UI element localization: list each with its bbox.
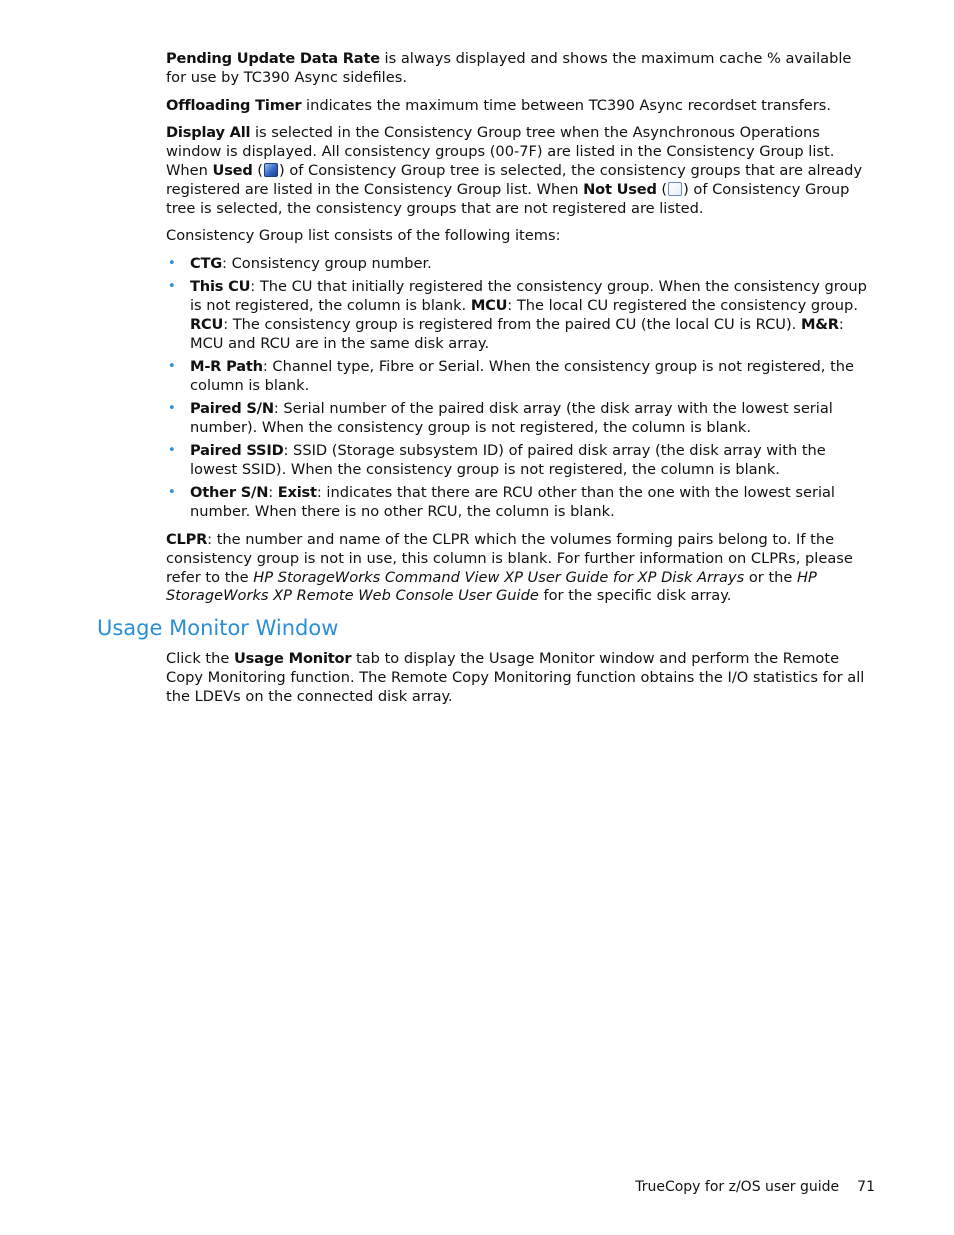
- list-item-text: : The CU that initially registered the consistency group. When the consistency group is not registered, the column is blank.: [190, 278, 867, 315]
- term-used: Used: [212, 161, 253, 179]
- paragraph-text: is selected in the Consistency Group tree when the Asynchronous Operations window is displayed. All consistency groups (00-7F) are listed in the Consistency Group list. When: [166, 124, 835, 179]
- paragraph-pending-update-data-rate: [166, 50, 874, 88]
- reference-remote-web-console-guide: HP StorageWorks XP Remote Web Console User Guide: [166, 568, 817, 605]
- paragraph-text: ) of Consistency Group tree is selected, the consistency groups that are not registered are listed.: [166, 180, 850, 217]
- bullet-icon: •: [168, 279, 176, 295]
- term-mcu: MCU: [470, 297, 508, 315]
- term-clpr: CLPR: [166, 531, 208, 549]
- bullet-icon: •: [168, 485, 176, 501]
- term-paired-sn: Paired S/N: [190, 400, 274, 418]
- term-display-all: Display All: [166, 124, 251, 142]
- bullet-icon: •: [168, 256, 176, 272]
- term-pending-update-data-rate: Pending Update Data Rate: [166, 50, 380, 67]
- paragraph-text: for the specific disk array.: [538, 587, 732, 605]
- list-item-this-cu: [166, 278, 874, 353]
- paragraph-text: : the number and name of the CLPR which the volumes forming pairs belong to. If the consistency group is not in use, this column is blank. For further information on CLPRs, please refer to the: [166, 531, 853, 586]
- paragraph-text: (: [656, 180, 668, 198]
- paragraph-list-intro: Consistency Group list consists of the following items:: [166, 227, 561, 245]
- page-number: 71: [857, 1179, 875, 1195]
- list-item-text: : The consistency group is registered from the paired CU (the local CU is RCU).: [223, 316, 801, 334]
- term-offloading-timer: Offloading Timer: [166, 96, 302, 114]
- main-content: [166, 50, 874, 615]
- term-m-and-r: M&R: [800, 316, 839, 334]
- bullet-icon: •: [168, 359, 176, 375]
- section-heading-usage-monitor: Usage Monitor Window: [97, 616, 339, 640]
- list-item-ctg: [166, 255, 874, 274]
- consistency-group-items-list: [166, 255, 874, 522]
- section-body-usage-monitor: [166, 650, 874, 715]
- paragraph-text: or the: [744, 568, 798, 586]
- paragraph-text: is always displayed and shows the maximum cache % available for use by TC390 Async sidefiles.: [166, 50, 852, 86]
- list-item-text: : Channel type, Fibre or Serial. When the consistency group is not registered, the column is blank.: [190, 358, 855, 394]
- paragraph-offloading-timer: [166, 97, 874, 116]
- term-ctg: CTG: [190, 255, 223, 273]
- paragraph-display-all: [166, 124, 874, 218]
- bullet-icon: •: [168, 443, 176, 459]
- list-item-m-r-path: [166, 358, 874, 396]
- term-other-sn: Other S/N: [190, 484, 269, 502]
- reference-command-view-guide: HP StorageWorks Command View XP User Guide for XP Disk Arrays: [253, 568, 745, 586]
- term-m-r-path: M-R Path: [190, 358, 263, 376]
- used-group-icon: [264, 163, 278, 177]
- paragraph-text: (: [252, 161, 263, 179]
- term-exist: Exist: [277, 484, 317, 502]
- list-item-other-sn: [166, 484, 874, 522]
- paragraph-text: indicates the maximum time between TC390 Async recordset transfers.: [301, 96, 832, 114]
- page-footer: [560, 1179, 875, 1195]
- not-used-group-icon: [668, 182, 682, 196]
- list-item-text: : indicates that there are RCU other than the one with the lowest serial number. When there is no other RCU, the column is blank.: [190, 484, 835, 521]
- list-item-text: :: [268, 484, 278, 502]
- list-item-paired-ssid: [166, 442, 874, 480]
- paragraph-usage-monitor: [166, 650, 874, 706]
- term-not-used: Not Used: [583, 180, 657, 198]
- paragraph-text: Click the: [166, 650, 235, 667]
- list-item-text: : MCU and RCU are in the same disk array.: [190, 316, 844, 352]
- list-item-text: : Serial number of the paired disk array (the disk array with the lowest serial number). When the consistency group is not registered, the column is blank.: [190, 400, 833, 437]
- footer-guide-title: TrueCopy for z/OS user guide: [635, 1179, 840, 1195]
- term-usage-monitor: Usage Monitor: [234, 650, 352, 667]
- list-item-text: : Consistency group number.: [222, 255, 432, 273]
- list-item-text: : SSID (Storage subsystem ID) of paired disk array (the disk array with the lowest SSID). When the consistency group is not registered, the column is blank.: [190, 442, 826, 479]
- list-item-paired-sn: [166, 400, 874, 438]
- paragraph-clpr: [166, 531, 874, 606]
- term-rcu: RCU: [190, 316, 224, 334]
- term-this-cu: This CU: [190, 278, 251, 296]
- paragraph-text: ) of Consistency Group tree is selected, the consistency groups that are already registered are listed in the Consistency Group list. When: [166, 161, 863, 198]
- paragraph-text: tab to display the Usage Monitor window and perform the Remote Copy Monitoring function. The Remote Copy Monitoring function obtains the I/O statistics for all the LDEVs on the connected disk array.: [166, 650, 865, 705]
- list-item-text: : The local CU registered the consistency group.: [507, 297, 858, 315]
- bullet-icon: •: [168, 401, 176, 417]
- term-paired-ssid: Paired SSID: [190, 442, 284, 460]
